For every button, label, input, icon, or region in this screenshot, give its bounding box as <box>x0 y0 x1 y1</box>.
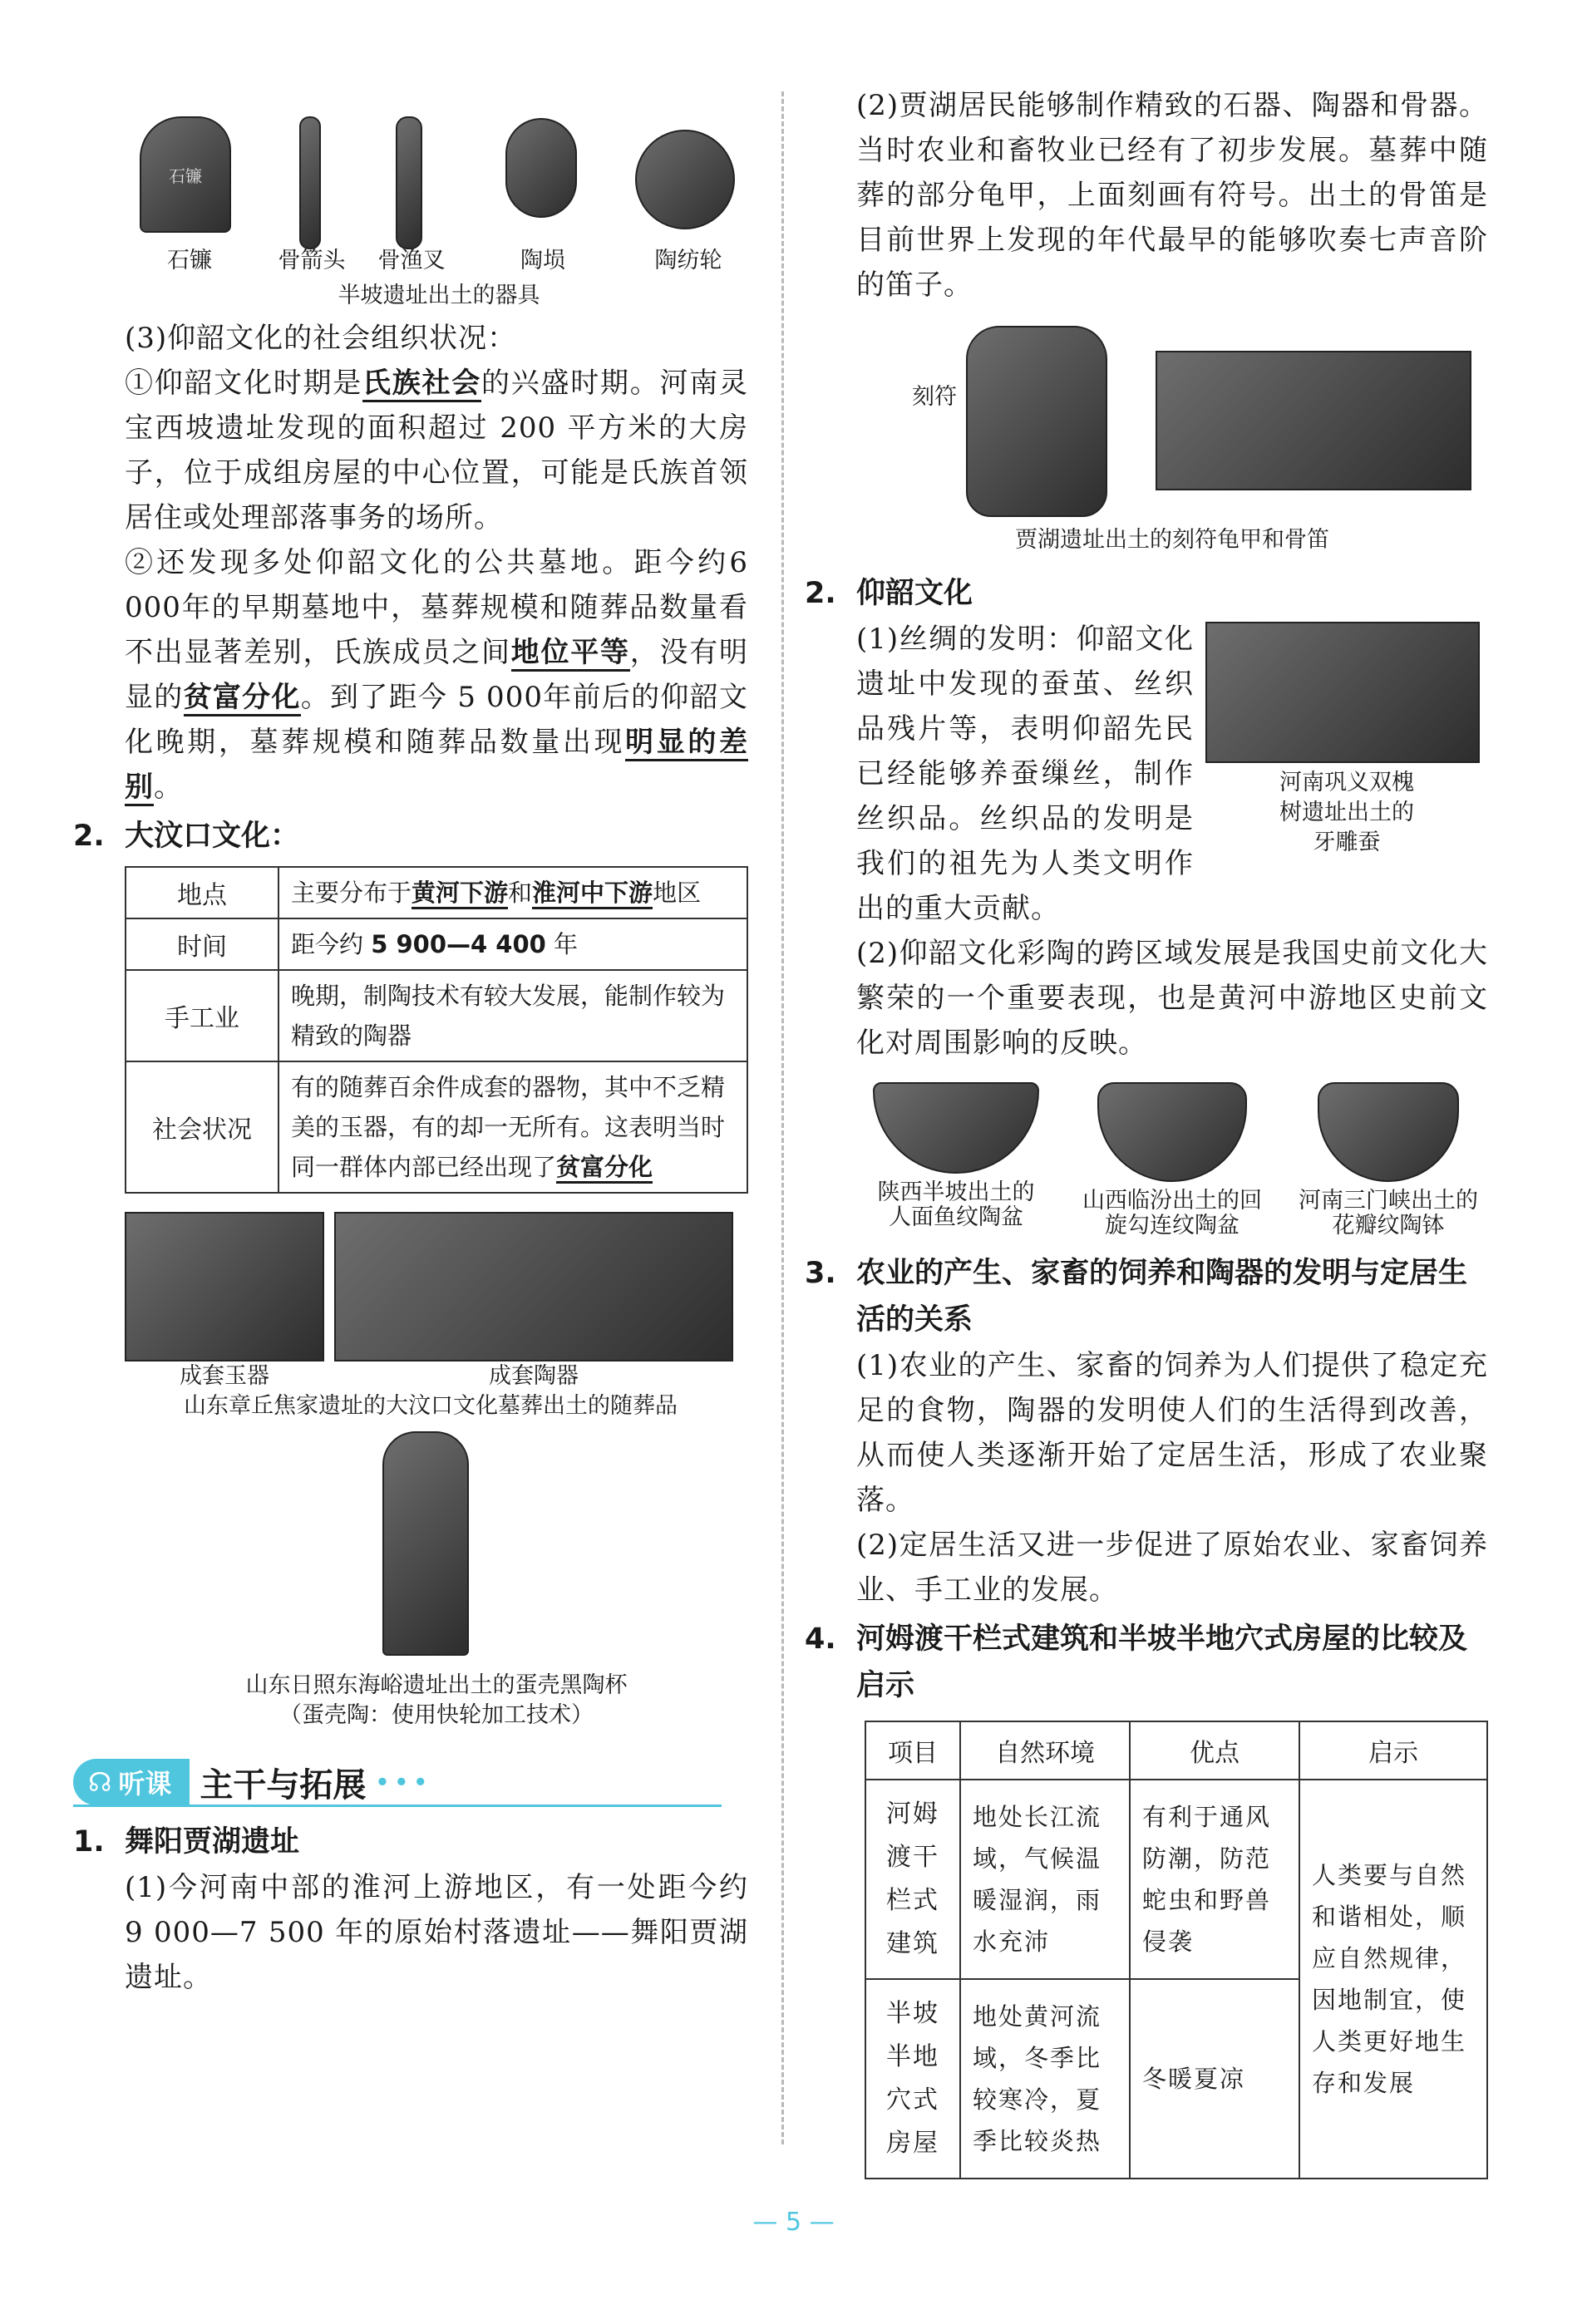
banner-tag: ☊ 听课 <box>73 1759 190 1805</box>
table-header: 优点 <box>1130 1721 1299 1780</box>
artifact-label-3: 骨渔叉 <box>377 248 446 273</box>
bone-harpoon-photo <box>396 116 422 249</box>
table-row <box>126 970 747 1061</box>
banner-title: 主干与拓展 <box>200 1765 367 1805</box>
table-cell: 有的随葬百余件成套的器物，其中不乏精美的玉器，有的却一无所有。这表明当时同一群体内部已经出现了贫富分化 <box>278 1061 747 1193</box>
silkworm-figure <box>1205 622 1488 858</box>
turtle-shell-photo <box>966 326 1107 517</box>
paragraph: (2)贾湖居民能够制作精致的石器、陶器和骨器。当时农业和畜牧业已经有了初步发展。墓葬中随葬的部分龟甲，上面刻画有符号。出土的骨笛是目前世界上发现的年代最早的能够吹奏七声音阶的笛子。 <box>856 89 1488 302</box>
fish-face-basin-photo <box>873 1082 1039 1174</box>
table-cell: 地处黄河流域，冬季比较寒冷，夏季比较炎热 <box>960 1979 1130 2179</box>
artifact-label-2: 骨箭头 <box>278 248 346 273</box>
spiral-basin-photo <box>1097 1082 1247 1182</box>
section-heading: 4. 河姆渡干栏式建筑和半坡半地穴式房屋的比较及启示 <box>805 1622 1468 1702</box>
paragraph: ①仰韶文化时期是氏族社会的兴盛时期。河南灵宝西坡遗址发现的面积超过 200 平方米的大房子，位于成组房屋的中心位置，可能是氏族首领居住或处理部落事务的场所。 <box>125 367 748 534</box>
stone-sickle-photo: 石镰 <box>140 116 231 233</box>
bone-arrowhead-photo <box>299 116 321 249</box>
table-label: 手工业 <box>126 970 278 1061</box>
jiahu-caption: 贾湖遗址出土的刻符龟甲和骨笛 <box>1015 527 1329 553</box>
table-cell: 河姆渡干栏式建筑 <box>865 1780 960 1979</box>
table-label: 时间 <box>126 918 278 970</box>
table-cell: 半坡半地穴式房屋 <box>865 1979 960 2179</box>
clay-xun-photo <box>505 118 577 218</box>
silkworm-caption: 河南巩义双槐树遗址出土的牙雕蚕 <box>1279 770 1414 855</box>
table-label: 地点 <box>126 867 278 918</box>
jade-label: 成套玉器 <box>180 1363 269 1389</box>
section-banner <box>73 1755 748 1809</box>
comparison-table <box>865 1721 1488 2179</box>
table-header: 启示 <box>1299 1721 1487 1780</box>
paragraph: (1)农业的产生、家畜的饲养为人们提供了稳定充足的食物，陶器的发明使人们的生活得到改善，从而使人类逐渐开始了定居生活，形成了农业聚落。 <box>856 1349 1488 1517</box>
artifact-figure <box>73 83 748 316</box>
right-column <box>805 83 1488 2179</box>
pottery-item <box>856 1082 1056 1238</box>
table-cell: 主要分布于黄河下游和淮河中下游地区 <box>278 867 747 918</box>
paragraph: (2)定居生活又进一步促进了原始农业、家畜饲养业、手工业的发展。 <box>856 1529 1488 1607</box>
banner-underline <box>73 1805 722 1807</box>
table-cell: 地处长江流域，气候温暖湿润，雨水充沛 <box>960 1780 1130 1979</box>
artifact-caption: 半坡遗址出土的器具 <box>338 283 540 308</box>
pottery-item <box>1072 1082 1272 1238</box>
section-heading: 1. 舞阳贾湖遗址 <box>73 1825 300 1859</box>
ivory-silkworm-photo <box>1205 622 1480 763</box>
pottery-caption: 山西临汾出土的回旋勾连纹陶盆 <box>1082 1188 1262 1238</box>
artifact-label-4: 陶埙 <box>520 248 565 273</box>
jade-set <box>125 1212 324 1391</box>
table-label: 社会状况 <box>126 1061 278 1193</box>
table-cell: 晚期，制陶技术有较大发展，能制作较为精致的陶器 <box>278 970 747 1061</box>
page-number: — 5 — <box>752 2208 835 2237</box>
paragraph: ②还发现多处仰韶文化的公共墓地。距今约6 000年的早期墓地中，墓葬规模和随葬品数量看不出显著差别，氏族成员之间地位平等，没有明显的贫富分化。到了距今 5 000年前后的仰韶文化晚期，墓葬规模和随葬品数量出现明显的差别。 <box>73 540 748 810</box>
table-header: 项目 <box>865 1721 960 1780</box>
table-row <box>126 867 747 918</box>
paragraph: (1)今河南中部的淮河上游地区，有一处距今约 9 000—7 500 年的原始村落遗址——舞阳贾湖遗址。 <box>125 1871 748 1994</box>
table-cell: 有利于通风防潮，防范蛇虫和野兽侵袭 <box>1130 1780 1299 1979</box>
dawenkou-table <box>125 866 748 1194</box>
spindle-whorl-photo <box>635 130 735 229</box>
artifact-label-5: 陶纺轮 <box>654 248 722 273</box>
cup-caption-note: （蛋壳陶：使用快轮加工技术） <box>279 1702 594 1728</box>
jiahu-figure <box>856 326 1488 567</box>
pottery-set <box>334 1212 733 1391</box>
section-heading: 3. 农业的产生、家畜的饲养和陶器的发明与定居生活的关系 <box>805 1257 1468 1337</box>
kefu-label: 刻符 <box>912 384 957 410</box>
table-row <box>865 1780 1487 1979</box>
subsection-heading: (3)仰韶文化的社会组织状况： <box>125 322 517 355</box>
left-column <box>73 83 748 2000</box>
table-cell: 冬暖夏凉 <box>1130 1979 1299 2179</box>
table-header: 自然环境 <box>960 1721 1130 1780</box>
pottery-label: 成套陶器 <box>489 1363 579 1389</box>
figure-caption: 山东章丘焦家遗址的大汶口文化墓葬出土的随葬品 <box>184 1393 678 1419</box>
pottery-item <box>1289 1082 1488 1238</box>
artifact-label-1: 石镰 <box>167 248 212 273</box>
petal-bowl-photo <box>1318 1082 1459 1182</box>
section-heading: 2. 大汶口文化： <box>73 820 300 853</box>
eggshell-cup-photo <box>382 1431 469 1656</box>
table-row <box>126 918 747 970</box>
pottery-caption: 陕西半坡出土的人面鱼纹陶盆 <box>877 1179 1035 1230</box>
paragraph: (1)丝绸的发明：仰韶文化遗址中发现的蚕茧、丝织品残片等，表明仰韶先民已经能够养蚕缫丝，制作丝织品。丝织品的发明是我们的祖先为人类文明作出的重大贡献。 <box>856 623 1194 925</box>
burial-goods-figure <box>125 1212 748 1391</box>
table-cell: 人类要与自然和谐相处，顺应自然规律，因地制宜，使人类更好地生存和发展 <box>1299 1780 1487 2179</box>
pottery-caption: 河南三门峡出土的花瓣纹陶钵 <box>1299 1188 1478 1238</box>
pottery-photo <box>334 1212 733 1361</box>
table-header-row <box>865 1721 1487 1780</box>
paragraph: (2)仰韶文化彩陶的跨区域发展是我国史前文化大繁荣的一个重要表现，也是黄河中游地区史前文化对周围影响的反映。 <box>856 937 1488 1060</box>
column-divider <box>781 91 784 2144</box>
listen-icon: ☊ <box>88 1766 112 1798</box>
bone-flute-photo <box>1156 351 1471 490</box>
table-row <box>126 1061 747 1193</box>
section-heading: 2. 仰韶文化 <box>805 577 973 610</box>
silk-block <box>856 617 1488 931</box>
painted-pottery-figure <box>856 1082 1488 1238</box>
cup-caption: 山东日照东海峪遗址出土的蛋壳黑陶杯 <box>245 1672 628 1698</box>
table-cell: 距今约 5 900—4 400 年 <box>278 918 747 970</box>
banner-dots: ••• <box>374 1766 432 1798</box>
jade-photo <box>125 1212 324 1361</box>
